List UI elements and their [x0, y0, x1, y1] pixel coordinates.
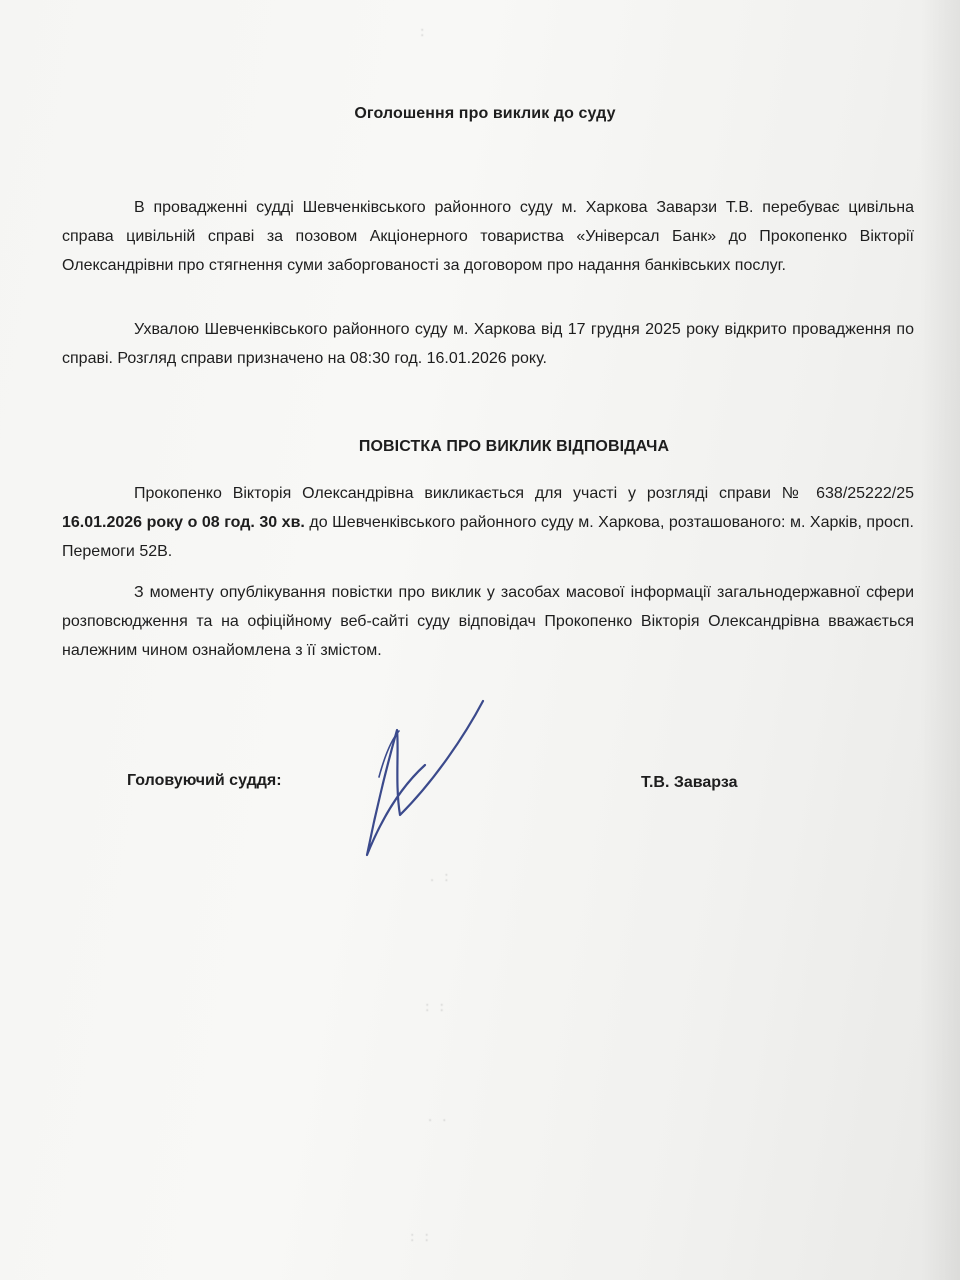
summons-paragraph [62, 479, 914, 566]
summons-text-after: до Шевченківського районного суду м. Харкова, розташованого: м. Харків, просп. Перемоги 52В. [62, 514, 914, 560]
bleed-through-mark: . . [428, 1110, 450, 1125]
case-paragraph [62, 193, 914, 280]
judge-name: Т.В. Заварза [641, 774, 738, 791]
ruling-paragraph [62, 315, 914, 373]
bleed-through-mark: : [420, 25, 428, 40]
hearing-datetime: 16.01.2026 року о 08 год. 30 хв. [62, 514, 305, 531]
summons-title: ПОВІСТКА ПРО ВИКЛИК ВІДПОВІДАЧА [358, 438, 670, 455]
notice-paragraph-text: З моменту опублікування повістки про виклик у засобах масової інформації загальнодержавної сфери розповсюдження та на офіційному веб-сайті суду відповідач Прокопенко Вікторія Олександрівна вважається належним чином ознайомлена з її змістом. [62, 584, 914, 659]
bleed-through-mark: . : [430, 870, 452, 885]
presiding-judge-label: Головуючий суддя: [127, 772, 282, 789]
announcement-title: Оголошення про виклик до суду [354, 105, 616, 122]
bleed-through-mark: : : [425, 1000, 447, 1015]
ruling-paragraph-text: Ухвалою Шевченківського районного суду м. Харкова від 17 грудня 2025 року відкрито провадження по справі. Розгляд справи призначено на 08:30 год. 16.01.2026 року. [62, 321, 914, 367]
notice-paragraph [62, 578, 914, 665]
case-paragraph-text: В провадженні судді Шевченківського районного суду м. Харкова Заварзи Т.В. перебуває цивільна справа цивільній справі за позовом Акціонерного товариства «Універсал Банк» до Прокопенко Вікторії Олександрівни про стягнення суми заборгованості за договором про надання банківських послуг. [62, 199, 914, 274]
bleed-through-mark: : : [410, 1230, 432, 1245]
page-edge-shadow [920, 0, 960, 1280]
handwritten-signature [355, 695, 495, 865]
summons-text-before: Прокопенко Вікторія Олександрівна викликається для участі у розгляді справи № 638/25222/25 [134, 485, 914, 502]
